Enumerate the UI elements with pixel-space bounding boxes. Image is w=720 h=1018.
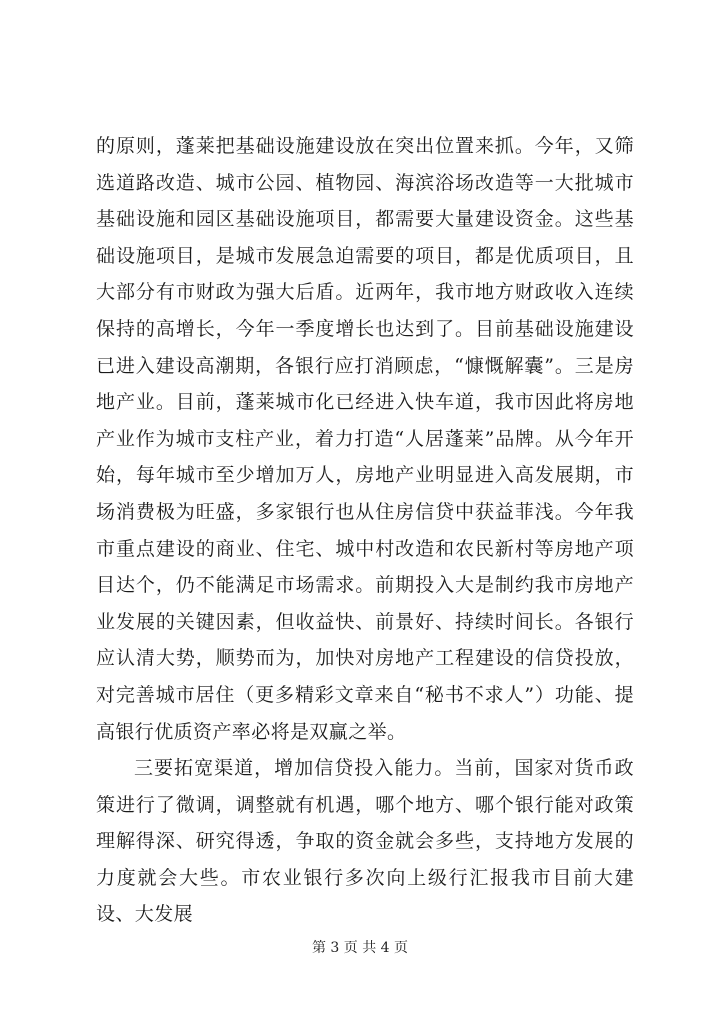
- paragraph-2: 三要拓宽渠道，增加信贷投入能力。当前，国家对货币政策进行了微调，调整就有机遇，哪个地方、哪个银行能对政策理解得深、研究得透，争取的资金就会多些，支持地方发展的力度就会大些。市农业银行多次向上级行汇报我市目前大建设、大发展: [96, 757, 634, 926]
- document-body: [96, 128, 634, 933]
- page-footer: [0, 939, 720, 957]
- paragraph-1: 的原则，蓬莱把基础设施建设放在突出位置来抓。今年，又筛选道路改造、城市公园、植物园、海滨浴场改造等一大批城市基础设施和园区基础设施项目，都需要大量建设资金。这些基础设施项目，是城市发展急迫需要的项目，都是优质项目，且大部分有市财政为强大后盾。近两年，我市地方财政收入连续保持的高增长，今年一季度增长也达到了。目前基础设施建设已进入建设高潮期，各银行应打消顾虑，“慷慨解囊”。三是房地产业。目前，蓬莱城市化已经进入快车道，我市因此将房地产业作为城市支柱产业，着力打造“人居蓬莱”品牌。从今年开始，每年城市至少增加万人，房地产业明显进入高发展期，市场消费极为旺盛，多家银行也从住房信贷中获益菲浅。今年我市重点建设的商业、住宅、城中村改造和农民新村等房地产项目达个，仍不能满足市场需求。前期投入大是制约我市房地产业发展的关键因素，但收益快、前景好、持续时间长。各银行应认清大势，顺势而为，加快对房地产工程建设的信贷投放，对完善城市居住（更多精彩文章来自“秘书不求人”）功能、提高银行优质资产率必将是双赢之举。: [96, 135, 634, 743]
- page-number-label: 第 3 页 共 4 页: [311, 940, 409, 956]
